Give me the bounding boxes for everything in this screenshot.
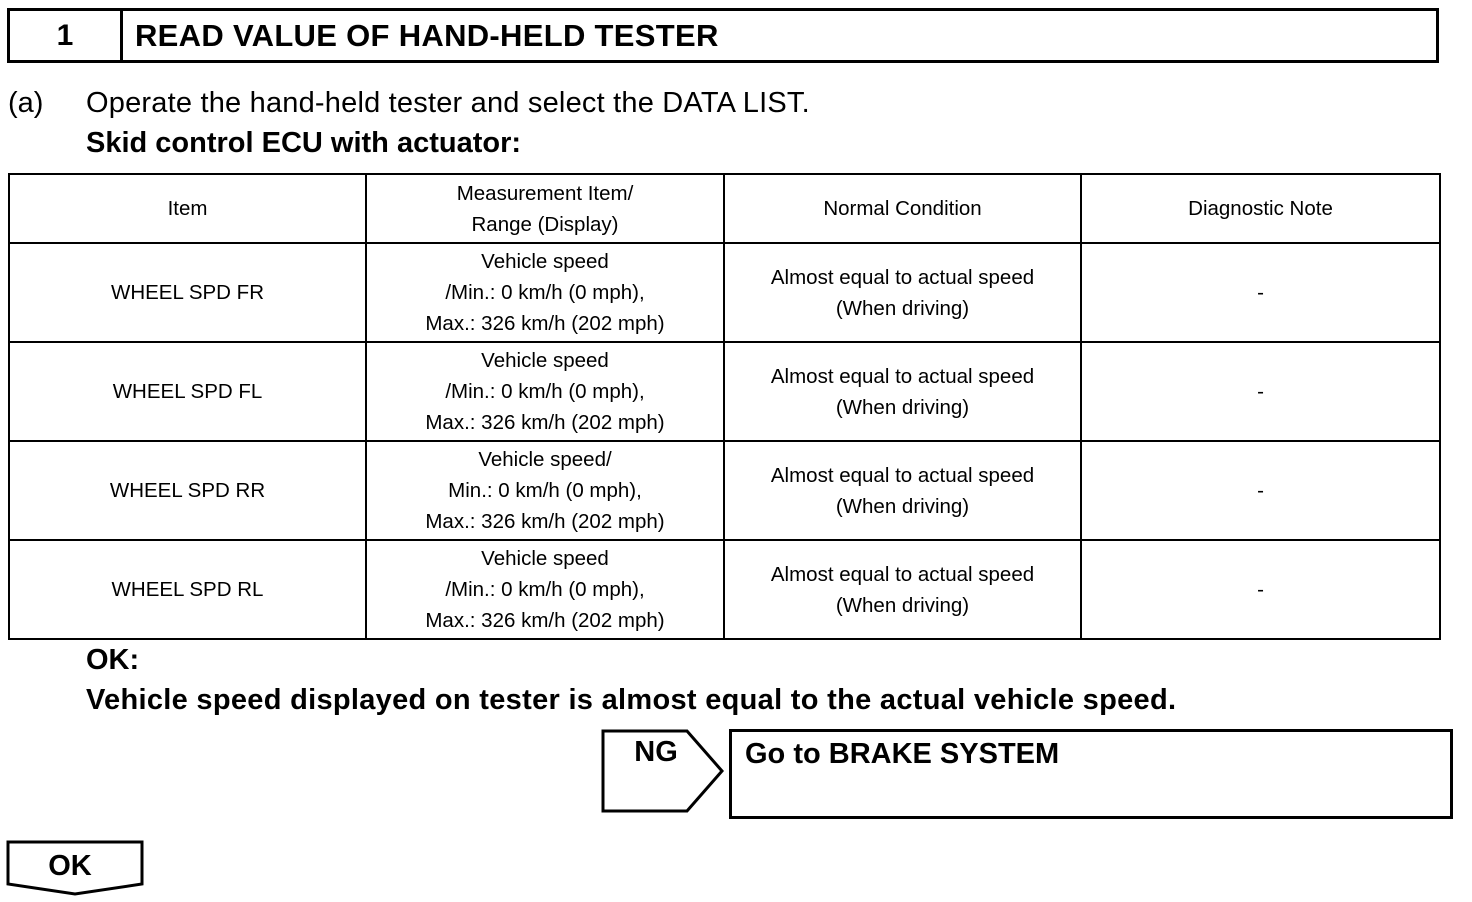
cell-normal-condition [724, 243, 1081, 342]
ok-criteria-label: OK: [86, 644, 140, 676]
cell-measurement [366, 342, 724, 441]
cell-item: WHEEL SPD RL [9, 540, 366, 639]
table-row [9, 243, 1440, 342]
cell-normal-condition [724, 540, 1081, 639]
condition-line: (When driving) [835, 494, 970, 518]
cell-normal-condition [724, 342, 1081, 441]
condition-line: (When driving) [835, 395, 970, 419]
header-measurement-line1: Measurement Item/ [456, 181, 634, 205]
measurement-line: /Min.: 0 km/h (0 mph), [445, 281, 645, 304]
table-row [9, 441, 1440, 540]
measurement-line: Vehicle speed [481, 250, 609, 273]
ok-next-label: OK [48, 850, 92, 882]
cell-normal-condition [724, 441, 1081, 540]
header-normal-condition: Normal Condition [724, 174, 1081, 243]
measurement-line: Max.: 326 km/h (202 mph) [425, 510, 665, 533]
step-number: 1 [10, 11, 123, 60]
data-list-table [8, 173, 1441, 640]
header-diagnostic-note: Diagnostic Note [1081, 174, 1440, 243]
ok-criteria-text: Vehicle speed displayed on tester is almost equal to the actual vehicle speed. [86, 684, 1177, 716]
condition-line: Almost equal to actual speed [770, 463, 1035, 487]
cell-item: WHEEL SPD FL [9, 342, 366, 441]
measurement-line: Max.: 326 km/h (202 mph) [425, 312, 665, 335]
header-measurement [366, 174, 724, 243]
substep-label: (a) [8, 87, 44, 119]
header-item: Item [9, 174, 366, 243]
header-measurement-line2: Range (Display) [471, 212, 619, 236]
table-header-row [9, 174, 1440, 243]
measurement-line: Vehicle speed [481, 349, 609, 372]
condition-line: (When driving) [835, 593, 970, 617]
cell-measurement [366, 441, 724, 540]
cell-diagnostic-note: - [1081, 441, 1440, 540]
ng-action-text: Go to BRAKE SYSTEM [745, 738, 1060, 770]
cell-item: WHEEL SPD FR [9, 243, 366, 342]
measurement-line: Min.: 0 km/h (0 mph), [448, 479, 642, 502]
table-row [9, 342, 1440, 441]
cell-item: WHEEL SPD RR [9, 441, 366, 540]
cell-diagnostic-note: - [1081, 540, 1440, 639]
measurement-line: Max.: 326 km/h (202 mph) [425, 411, 665, 434]
cell-diagnostic-note: - [1081, 243, 1440, 342]
measurement-line: Vehicle speed/ [478, 448, 612, 471]
measurement-line: Vehicle speed [481, 547, 609, 570]
cell-measurement [366, 540, 724, 639]
condition-line: (When driving) [835, 296, 970, 320]
table-row [9, 540, 1440, 639]
measurement-line: /Min.: 0 km/h (0 mph), [445, 380, 645, 403]
substep-instruction: Operate the hand-held tester and select the DATA LIST. [86, 87, 810, 119]
measurement-line: /Min.: 0 km/h (0 mph), [445, 578, 645, 601]
step-header [7, 8, 1439, 63]
cell-diagnostic-note: - [1081, 342, 1440, 441]
cell-measurement [366, 243, 724, 342]
ng-action-box[interactable] [729, 729, 1453, 819]
condition-line: Almost equal to actual speed [770, 265, 1035, 289]
condition-line: Almost equal to actual speed [770, 364, 1035, 388]
step-title: READ VALUE OF HAND-HELD TESTER [135, 17, 719, 53]
substep-heading: Skid control ECU with actuator: [86, 127, 522, 159]
condition-line: Almost equal to actual speed [770, 562, 1035, 586]
ng-label: NG [634, 736, 678, 768]
measurement-line: Max.: 326 km/h (202 mph) [425, 609, 665, 632]
